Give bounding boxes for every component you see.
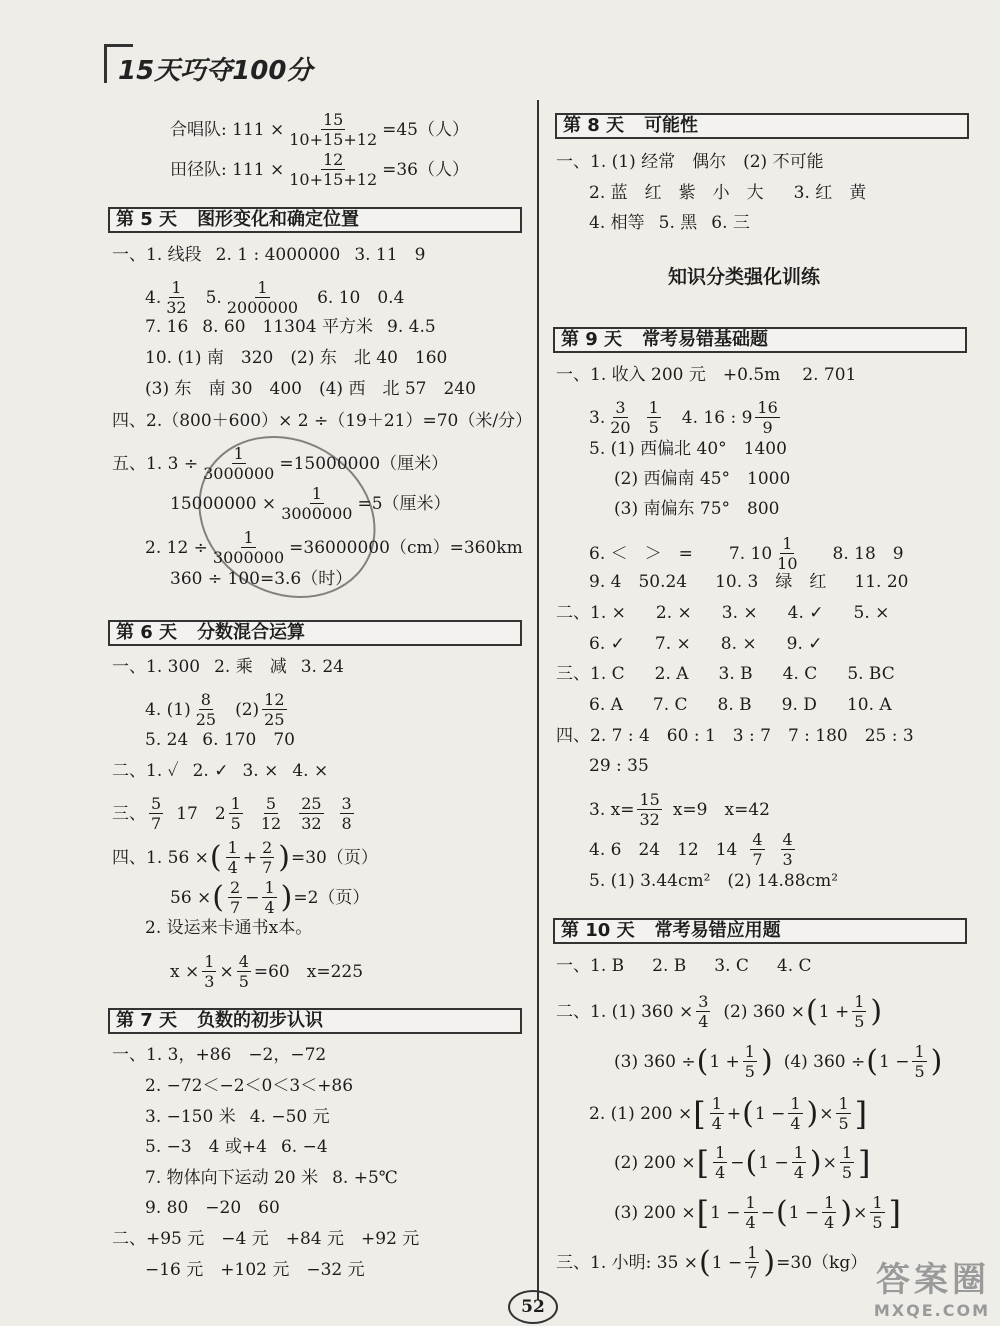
day9-line-16: 5. (1) 3.44cm² (2) 14.88cm² xyxy=(589,871,839,891)
day5-line-1: 一、1. 线段 2. 1 : 4000000 3. 11 9 xyxy=(112,245,426,265)
day5-header: 第 5 天 图形变化和确定位置 xyxy=(108,207,522,233)
watermark xyxy=(874,1252,990,1320)
day9-line-15: 4. 6 24 12 14 $\frac{4}{7}$ $\frac{4}{3}$ xyxy=(589,830,793,869)
day6-line-8: 2. 设运来卡通书x本。 xyxy=(145,918,313,938)
day9-line-5: (3) 南偏东 75° 800 xyxy=(614,499,780,519)
day6-line-1: 一、1. 300 2. 乘 减 3. 24 xyxy=(112,657,344,677)
day9-line-11: 6. A 7. C 8. B 9. D 10. A xyxy=(589,695,892,715)
day6-header: 第 6 天 分数混合运算 xyxy=(108,620,522,646)
day5-line-6: 四、2.（800＋600）× 2 ÷（19＋21）=70（米/分） xyxy=(112,411,533,431)
day7-line-5: 7. 物体向下运动 20 米 8. +5℃ xyxy=(145,1168,398,1188)
day6-line-2: 4. (1) $\frac{8}{25}$ (2) $\frac{12}{25}$ xyxy=(145,690,285,729)
day7-line-6: 9. 80 −20 60 xyxy=(145,1198,280,1218)
page-number: 52 xyxy=(508,1290,558,1324)
day10-line-7: 三、1. 小明: 35 × ( 1 − $\frac{1}{7}$ ) =30（kg） xyxy=(556,1243,868,1282)
day9-line-4: (2) 西偏南 45° 1000 xyxy=(614,469,791,489)
day5-line-4: 10. (1) 南 320 (2) 东 北 40 160 xyxy=(145,348,448,368)
day6-line-4: 二、1. ✓ 2. ✓ 3. × 4. × xyxy=(112,761,329,781)
day9-header: 第 9 天 常考易错基础题 xyxy=(553,327,967,353)
day9-line-9: 6. ✓ 7. × 8. × 9. ✓ xyxy=(589,634,823,654)
day10-line-4: 2. (1) 200 × [ $\frac{1}{4}$ + ( 1 − $\frac{1}{4}$ ) × $\frac{1}{5}$ ] xyxy=(589,1094,868,1133)
day5-line-9: 2. 12 ÷ $\frac{1}{3000000}$ =36000000（cm）=360km xyxy=(145,528,523,567)
day8-header: 第 8 天 可能性 xyxy=(555,113,969,139)
day8-line-1: 一、1. (1) 经常 偶尔 (2) 不可能 xyxy=(556,152,824,172)
day8-line-3: 4. 相等 5. 黑 6. 三 xyxy=(589,213,750,233)
day9-line-13: 29 : 35 xyxy=(589,756,649,776)
day9-line-14: 3. x= $\frac{15}{32}$ x=9 x=42 xyxy=(589,790,770,829)
book-logo xyxy=(100,44,350,86)
day5-line-8: 15000000 × $\frac{1}{3000000}$ =5（厘米） xyxy=(170,484,451,523)
logo-text: 15天巧夺100分 xyxy=(118,56,313,86)
day9-line-6: 6. ＜ ＞ = 7. 10 $\frac{1}{10}$ 8. 18 9 xyxy=(589,534,904,573)
day7-line-4: 5. −3 4 或+4 6. −4 xyxy=(145,1137,328,1157)
day9-line-1: 一、1. 收入 200 元 +0.5m 2. 701 xyxy=(556,365,857,385)
day6-line-7: 56 × ( $\frac{2}{7}$ − $\frac{1}{4}$ ) =2（页） xyxy=(170,878,370,917)
day10-line-5: (2) 200 × [ $\frac{1}{4}$ − ( 1 − $\frac{1}{4}$ ) × $\frac{1}{5}$ ] xyxy=(614,1143,871,1182)
day10-header: 第 10 天 常考易错应用题 xyxy=(553,918,967,944)
day10-line-2: 二、1. (1) 360 × $\frac{3}{4}$ (2) 360 × ( 1 + $\frac{1}{5}$ ) xyxy=(556,992,883,1031)
day10-line-1: 一、1. B 2. B 3. C 4. C xyxy=(556,956,812,976)
day5-line-7: 五、1. 3 ÷ $\frac{1}{3000000}$ =15000000（厘米） xyxy=(112,444,449,483)
watermark-line-2: MXQE.COM xyxy=(873,1301,990,1320)
day6-line-5: 三、 $\frac{5}{7}$ 17 2 $\frac{1}{5}$ $\frac{5}{12}$ $\frac{25}{32}$ $\frac{3}{8}$ xyxy=(112,794,352,833)
day8-line-2: 2. 蓝 红 紫 小 大 3. 红 黄 xyxy=(589,183,867,203)
day9-line-10: 三、1. C 2. A 3. B 4. C 5. BC xyxy=(556,664,895,684)
day10-line-3: (3) 360 ÷ ( 1 + $\frac{1}{5}$ ) (4) 360 ÷ ( 1 − $\frac{1}{5}$ ) xyxy=(614,1042,943,1081)
day9-line-2: 3. $\frac{3}{20}$ $\frac{1}{5}$ 4. 16 : 9 $\frac{16}{9}$ xyxy=(589,398,778,437)
day5-line-2: 4. $\frac{1}{32}$ 5. $\frac{1}{2000000}$ 6. 10 0.4 xyxy=(145,278,405,317)
day9-line-7: 9. 4 50.24 10. 3 绿 红 11. 20 xyxy=(589,572,909,592)
day5-line-5: (3) 东 南 30 400 (4) 西 北 57 240 xyxy=(145,379,476,399)
day5-line-3: 7. 16 8. 60 11304 平方米 9. 4.5 xyxy=(145,317,436,337)
day9-line-12: 四、2. 7 : 4 60 : 1 3 : 7 7 : 180 25 : 3 xyxy=(556,726,914,746)
intro-line-2: 田径队: 111 × $\frac{12}{10+15+12}$ =36（人） xyxy=(170,150,470,189)
day7-line-3: 3. −150 米 4. −50 元 xyxy=(145,1107,330,1127)
day10-line-6: (3) 200 × [ 1 − $\frac{1}{4}$ − ( 1 − $\frac{1}{4}$ ) × $\frac{1}{5}$ ] xyxy=(614,1193,901,1232)
day7-line-8: −16 元 +102 元 −32 元 xyxy=(145,1260,365,1280)
section-title: 知识分类强化训练 xyxy=(668,266,821,288)
day9-line-3: 5. (1) 西偏北 40° 1400 xyxy=(589,439,787,459)
day7-line-2: 2. −72＜−2＜0＜3＜+86 xyxy=(145,1076,354,1096)
watermark-line-1: 答案圈 xyxy=(876,1260,990,1300)
column-divider xyxy=(537,100,539,1300)
day5-line-10: 360 ÷ 100=3.6（时） xyxy=(170,569,353,589)
day7-line-7: 二、+95 元 −4 元 +84 元 +92 元 xyxy=(112,1229,420,1249)
intro-line-1: 合唱队: 111 × $\frac{15}{10+15+12}$ =45（人） xyxy=(170,110,470,149)
day7-header: 第 7 天 负数的初步认识 xyxy=(108,1008,522,1034)
handwritten-stamp xyxy=(169,404,405,629)
day9-line-8: 二、1. × 2. × 3. × 4. ✓ 5. × xyxy=(556,603,890,623)
day6-line-9: x × $\frac{1}{3}$ × $\frac{4}{5}$ =60 x=225 xyxy=(170,952,364,991)
day6-line-3: 5. 24 6. 170 70 xyxy=(145,730,295,750)
day6-line-6: 四、1. 56 × ( $\frac{1}{4}$ + $\frac{2}{7}$ ) =30（页） xyxy=(112,838,378,877)
day7-line-1: 一、1. 3，+86 −2，−72 xyxy=(112,1045,327,1065)
